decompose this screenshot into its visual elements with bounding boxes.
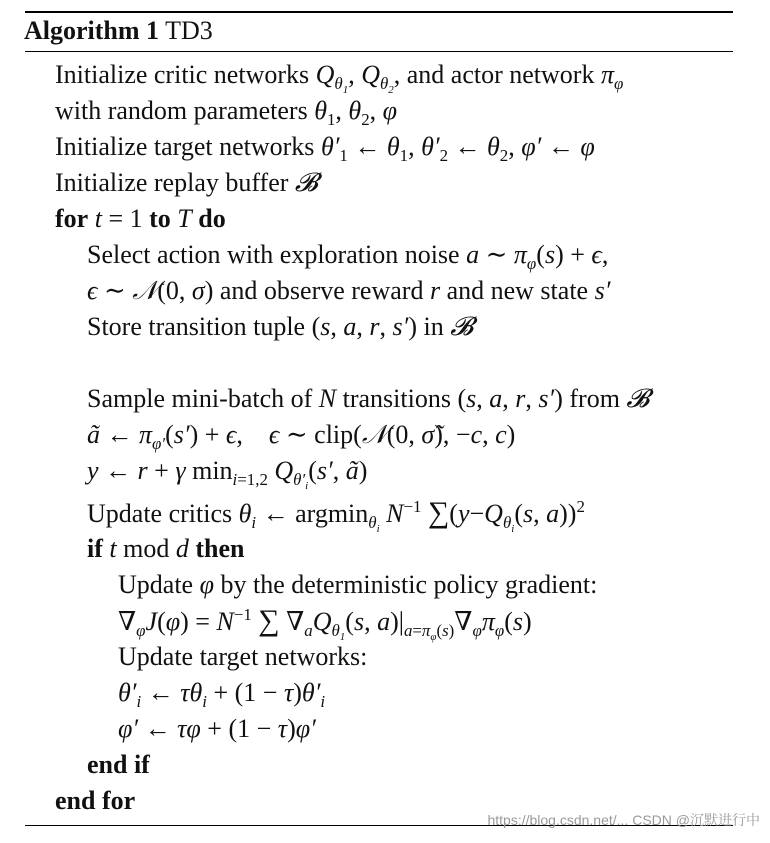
line-update-phi: Update φ by the deterministic policy gradient: [118,570,598,599]
line-observe: ϵ ∼ 𝒩(0, σ) and observe reward r and new state s′ [87,276,611,305]
line-update-critics: Update critics $\theta_i$ ← argmin$_{\theta_i}$ $N^{-1}$ $\sum(y-Q_{\theta_i}(s$, a))$^2$ [87,496,585,535]
line-random-params: with random parameters $\theta_1$, $\theta_2$, φ [55,96,398,129]
line-select-action: Select action with exploration noise a ∼ $\pi_\varphi(s) + \epsilon$, [87,240,609,273]
algorithm-label: Algorithm 1 [24,16,160,45]
line-update-targets: Update target networks: [118,642,368,671]
line-theta-update: $\theta'_i$ ← $\tau\theta_i + (1 - \tau)\theta'_i$ [118,678,326,711]
header-rule [25,51,733,52]
line-end-if: end if [87,750,150,779]
line-end-for: end for [55,786,136,815]
algorithm-title: TD3 [165,16,213,45]
line-for: for t = 1 to T do [55,204,226,233]
top-rule [25,11,733,13]
line-sample: Sample mini-batch of N transitions (s, a, r, s′) from 𝓑 [87,384,650,413]
line-init-buffer: Initialize replay buffer 𝓑 [55,168,318,197]
line-target-value: y ← r + γ $\min_{i=1,2} Q_{\theta'_i}(s'$, ã) [87,456,368,492]
line-policy-gradient: $\nabla_\varphi J(\varphi) = N^{-1}$ ∑ $\nabla_aQ_{\theta_1}(s$, $a)|_{a=\pi_\varphi(s)}\nabla_\varphi\pi_\varphi(s)$ [118,604,532,643]
line-target-action: ã ← $\pi_{\varphi'}(s') + \epsilon$, ϵ ∼ clip(𝒩(0, σ̃), −c, c) [87,420,516,453]
line-phi-update: φ′ ← τφ + (1 − τ)φ′ [118,714,316,743]
watermark: https://blog.csdn.net/... CSDN @沉默进行中 [487,812,760,828]
line-init-target: Initialize target networks $\theta'_1$ ← $\theta_1$, $\theta'_2$ ← $\theta_2$, φ′ ← φ [55,132,595,165]
line-store: Store transition tuple (s, a, r, s′) in 𝓑 [87,312,474,341]
line-init-critic: Initialize critic networks $Q_{\theta_1}$, $Q_{\theta_2}$, and actor network $\pi_\varphi$ [55,60,624,96]
line-if: if t mod d then [87,534,245,563]
algorithm-header [24,14,213,48]
